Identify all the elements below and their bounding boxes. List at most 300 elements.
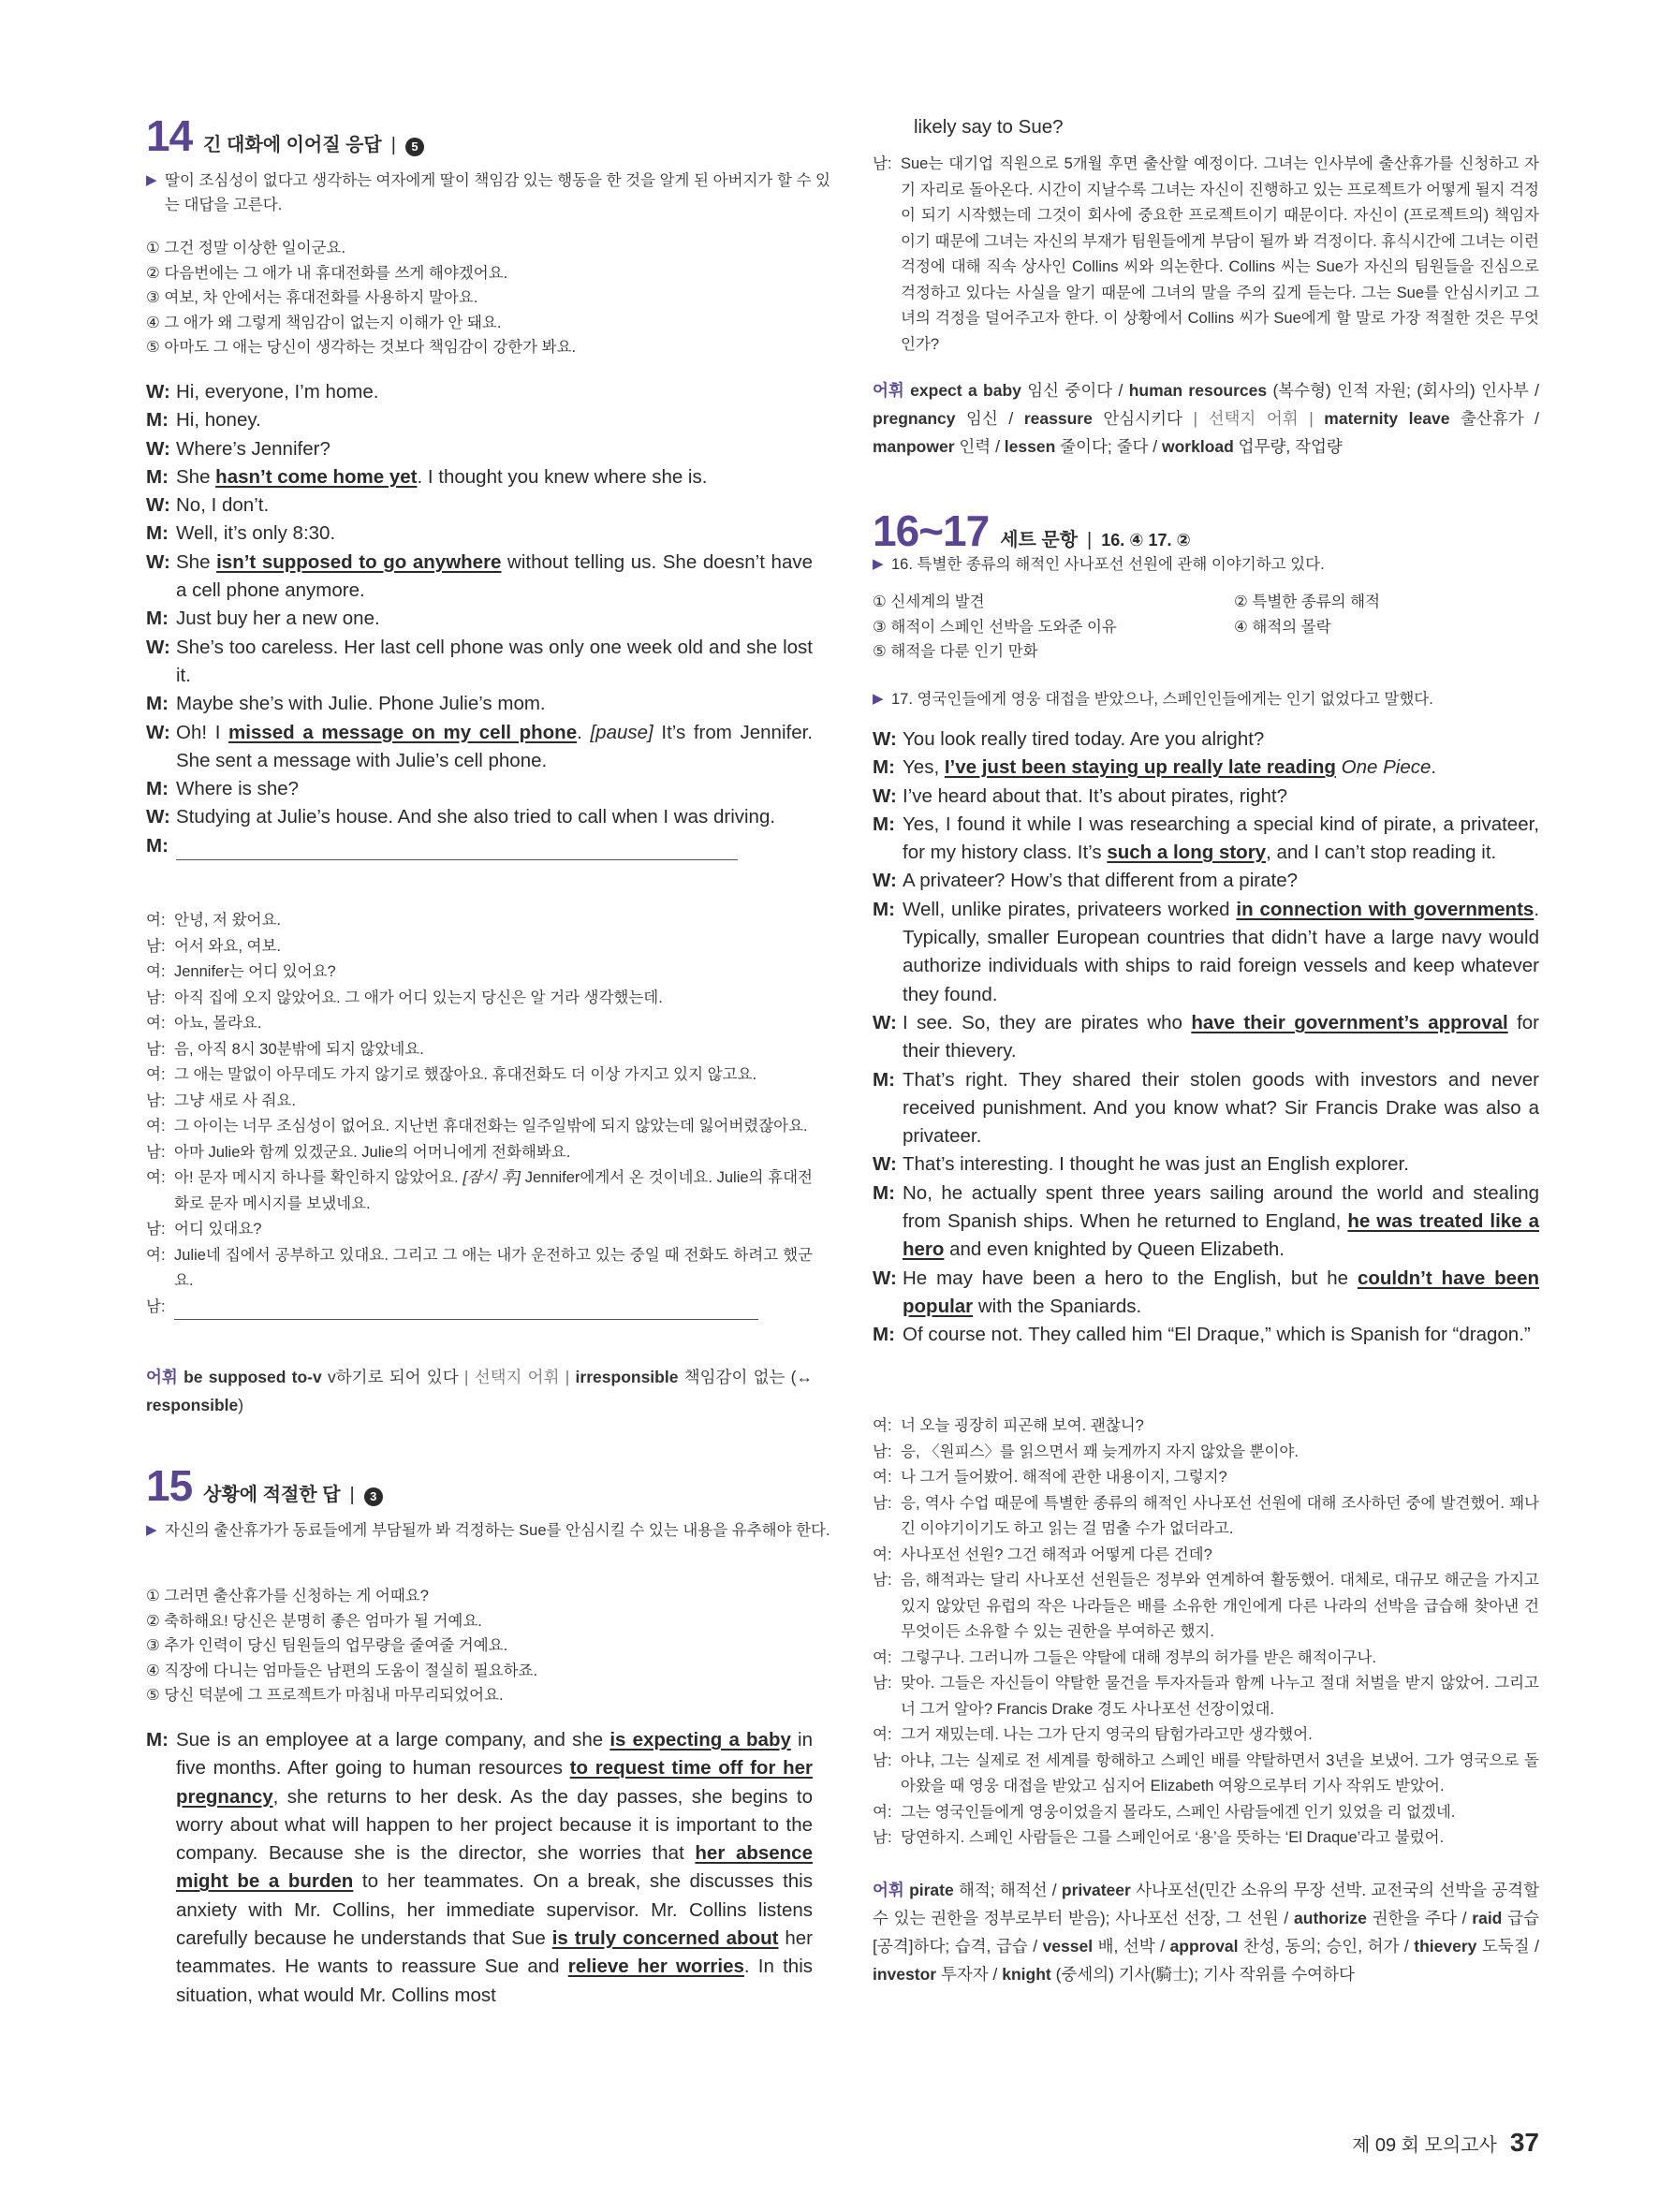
- q14-vocabulary: [146, 1363, 813, 1419]
- vocab-meaning: (중세의) 기사(騎士); 기사 작위를 수여하다: [1050, 1965, 1355, 1984]
- speaker-label: 여:: [873, 1545, 892, 1563]
- vocab-term: responsible: [146, 1396, 239, 1414]
- translation-line: [873, 1414, 1539, 1440]
- q15-number: 15: [146, 1461, 193, 1510]
- dialogue-line: [146, 605, 813, 633]
- speaker-label: 남:: [146, 1091, 166, 1109]
- q14-title: 긴 대화에 이어질 응답: [203, 135, 382, 155]
- q14-options: [146, 236, 813, 360]
- vocab-term: approval: [1169, 1937, 1239, 1956]
- italic-segment: [잠시 후]: [463, 1169, 521, 1186]
- vocab-term: expect a baby: [910, 381, 1021, 400]
- speaker-label: 여:: [146, 912, 166, 929]
- line-text: [174, 1062, 813, 1089]
- dialogue-line: [873, 783, 1539, 811]
- option-item: ④ 해적의 몰락: [1234, 618, 1331, 636]
- translation-line: [146, 986, 813, 1012]
- speaker-label: 남:: [873, 1494, 892, 1512]
- vocab-meaning: 도둑질 /: [1476, 1937, 1539, 1956]
- dialogue-line: [873, 754, 1539, 782]
- vocab-term: lessen: [1004, 437, 1056, 456]
- answer-blank: [176, 841, 738, 860]
- line-text: [176, 803, 813, 831]
- vocab-meaning: ): [238, 1396, 244, 1414]
- q14-answer-badge: 5: [405, 138, 424, 156]
- line-text: [174, 1011, 813, 1037]
- vocab-term: authorize: [1294, 1909, 1367, 1927]
- q16-options: [873, 590, 1539, 665]
- translation-line: [146, 1089, 813, 1115]
- line-text: [901, 1800, 1539, 1826]
- speaker-label: M:: [146, 834, 169, 857]
- vocabulary-label: 어휘: [146, 1368, 178, 1386]
- text-segment: 어서 와요, 여보.: [174, 937, 281, 955]
- translation-line: [146, 1243, 813, 1295]
- key-expression: he was treated like a hero: [903, 1210, 1539, 1261]
- line-text: [901, 1671, 1539, 1722]
- option-item: ① 그러면 출산휴가를 신청하는 게 어때요?: [146, 1588, 429, 1604]
- key-expression: have their government’s approval: [1191, 1011, 1508, 1033]
- text-segment: It’s from Jennifer. She sent a message with Julie’s cell phone.: [176, 721, 813, 771]
- vocab-term: maternity leave: [1313, 409, 1450, 428]
- translation-line: [873, 1722, 1539, 1749]
- speaker-label: 여:: [146, 963, 166, 980]
- speaker-label: W:: [873, 1153, 897, 1176]
- text-segment: 응, 역사 수업 때문에 특별한 종류의 해적인 사나포선 선원에 대해 조사하던 중에 발견했어. 꽤나 긴 이야기이기도 하고 읽는 걸 멈출 수가 없더라고.: [901, 1494, 1539, 1537]
- speaker-label: 남:: [146, 1040, 166, 1058]
- line-text: [903, 896, 1539, 1009]
- text-segment: 그 애는 말없이 아무데도 가지 않기로 했잖아요. 휴대전화도 더 이상 가지고 있지 않고요.: [174, 1066, 757, 1083]
- vocab-term: reassure: [1023, 409, 1093, 428]
- text-segment: in five months. After going to human resources: [176, 1729, 813, 1780]
- option-item: ⑤ 당신 덕분에 그 프로젝트가 마침내 마무리되었어요.: [146, 1687, 504, 1704]
- line-text: [176, 406, 813, 434]
- q17-description: ▶ 17. 영국인들에게 영웅 대접을 받았으나, 스페인인들에게는 인기 없었다고 말했다.: [873, 687, 1558, 711]
- vocab-meaning: | 선택지 어휘 |: [463, 1368, 570, 1386]
- option-item: ① 신세계의 발견: [873, 593, 985, 610]
- speaker-label: W:: [146, 437, 170, 460]
- translation-line: [146, 1011, 813, 1037]
- dialogue-line: [873, 1009, 1539, 1066]
- dialogue-line: [146, 719, 813, 776]
- dialogue-line: [146, 463, 813, 491]
- q15-monologue-text: [176, 1726, 813, 2010]
- translation-line: [873, 1543, 1539, 1569]
- q16-description: ▶ 16. 특별한 종류의 해적인 사나포선 선원에 관해 이야기하고 있다.: [873, 552, 1558, 577]
- speaker-label: M:: [873, 1068, 895, 1091]
- dialogue-line: [146, 775, 813, 803]
- line-text: [176, 491, 813, 520]
- q1617-vocabulary: [873, 1876, 1539, 1988]
- q15-vocabulary: [873, 376, 1539, 461]
- vocab-meaning: 사나포선(민간 소유의 무장 선박. 교전국의 선박을 공격할 수 있는 권한을 정부로부터 받음); 사나포선 선장, 그 선원 /: [873, 1881, 1539, 1927]
- vocab-meaning: 인력 /: [954, 437, 1005, 456]
- line-text: [174, 908, 813, 934]
- text-segment: , she returns to her desk. As the day passes, she begins to worry about what will happen to her project because it is important to the company. Because she is the director, she worries that: [176, 1785, 813, 1865]
- vocab-term: pirate: [909, 1881, 954, 1899]
- line-text: [176, 775, 813, 803]
- q15-header: 15 상황에 적절한 답 | 3: [146, 1460, 383, 1511]
- vocab-meaning: 권한을 주다 /: [1366, 1909, 1473, 1927]
- vocab-term: manpower: [873, 437, 955, 456]
- vocab-meaning: 해적; 해적선 /: [953, 1881, 1062, 1899]
- speaker-label: 남:: [146, 1143, 166, 1161]
- text-segment: 어디 있대요?: [174, 1221, 262, 1238]
- line-text: [901, 1440, 1539, 1466]
- speaker-label: 남:: [146, 937, 166, 955]
- text-segment: 너 오늘 굉장히 피곤해 보여. 괜찮니?: [901, 1417, 1144, 1434]
- speaker-label: 여:: [873, 1648, 892, 1666]
- line-text: [903, 1066, 1539, 1151]
- speaker-label: 남:: [873, 1572, 892, 1589]
- q15-title: 상황에 적절한 답: [203, 1485, 341, 1505]
- dialogue-line: [873, 1150, 1539, 1179]
- dialogue-line: [146, 378, 813, 406]
- dialogue-line: [146, 690, 813, 718]
- vocab-term: privateer: [1061, 1881, 1131, 1899]
- key-expression: such a long story: [1107, 842, 1267, 864]
- speaker-label: W:: [146, 636, 170, 658]
- q14-description: ▶ 딸이 조심성이 없다고 생각하는 여자에게 딸이 책임감 있는 행동을 한 것을 알게 된 아버지가 할 수 있는 대답을 고른다.: [146, 168, 831, 217]
- speaker-label: M:: [146, 608, 169, 630]
- text-segment: 나 그거 들어봤어. 해적에 관한 내용이지, 그렇지?: [901, 1469, 1227, 1486]
- vocabulary-label: 어휘: [873, 1881, 904, 1899]
- option-item: ③ 해적이 스페인 선박을 도와준 이유: [873, 618, 1117, 636]
- text-segment: 그렇구나. 그러니까 그들은 약탈에 대해 정부의 허가를 받은 해적이구나.: [901, 1648, 1377, 1666]
- line-text: [901, 1749, 1539, 1800]
- text-segment: That’s interesting. I thought he was just an English explorer.: [903, 1153, 1409, 1176]
- translation-line: [873, 1440, 1539, 1466]
- text-segment: her teammates. He wants to reassure Sue and: [176, 1927, 814, 1978]
- speaker-label: 남:: [146, 1297, 166, 1315]
- line-text: [174, 986, 813, 1012]
- vocab-meaning: v하기로 되어 있다: [321, 1368, 464, 1386]
- option-item: ② 특별한 종류의 해적: [1234, 593, 1381, 610]
- text-segment: Hi, everyone, I’m home.: [176, 381, 379, 403]
- translation-line: [146, 1217, 813, 1243]
- text-segment: I’ve heard about that. It’s about pirates, right?: [903, 784, 1288, 807]
- q15-answer-badge: 3: [364, 1487, 383, 1506]
- text-segment: You look really tired today. Are you alright?: [903, 728, 1265, 750]
- translation-line: [873, 1800, 1539, 1826]
- line-text: [901, 1825, 1539, 1852]
- translation-line: [873, 1749, 1539, 1800]
- text-segment: Just buy her a new one.: [176, 608, 380, 630]
- triangle-icon: ▶: [873, 691, 884, 707]
- speaker-label: W:: [873, 784, 897, 807]
- speaker-label: W:: [873, 870, 897, 892]
- key-expression: missed a message on my cell phone: [228, 721, 578, 743]
- translation-line: [146, 1140, 813, 1166]
- text-segment: with the Spaniards.: [973, 1295, 1142, 1317]
- translation-line: [873, 1465, 1539, 1491]
- option-item: ② 축하해요! 당신은 분명히 좋은 엄마가 될 거예요.: [146, 1612, 482, 1630]
- line-text: [176, 463, 813, 491]
- text-segment: Of course not. They called him “El Draque,” which is Spanish for “dragon.”: [903, 1324, 1531, 1346]
- line-text: [903, 725, 1539, 754]
- dialogue-line: [146, 520, 813, 548]
- option-item: ① 그건 정말 이상한 일이군요.: [146, 240, 346, 256]
- dialogue-line: [146, 491, 813, 520]
- line-text: [903, 811, 1539, 868]
- line-text: [901, 1543, 1539, 1569]
- line-text: [174, 1140, 813, 1166]
- q1617-dialogue: [873, 725, 1539, 1350]
- q1617-number: 16~17: [873, 506, 990, 555]
- speaker-label: 여:: [873, 1726, 892, 1743]
- translation-line: [873, 1491, 1539, 1543]
- key-expression: I’ve just been staying up really late reading: [944, 756, 1336, 779]
- translation-line: [873, 1671, 1539, 1722]
- line-text: [901, 1491, 1539, 1543]
- translation-line: [146, 1114, 813, 1140]
- speaker-label: 남:: [873, 1443, 892, 1460]
- speaker-label: 남:: [873, 1675, 892, 1692]
- line-text: [903, 867, 1539, 895]
- key-expression: hasn’t come home yet: [215, 465, 418, 488]
- vocab-meaning: 업무량, 작업량: [1233, 437, 1343, 456]
- speaker-label: 여:: [146, 1169, 166, 1186]
- translation-line: [146, 934, 813, 960]
- vocab-term: vessel: [1042, 1937, 1094, 1956]
- text-segment: 그 아이는 너무 조심성이 없어요. 지난번 휴대전화는 일주일밖에 되지 않았는데 잃어버렸잖아요.: [174, 1118, 808, 1135]
- speaker-label: 여:: [146, 1066, 166, 1083]
- q14-dialogue: [146, 378, 813, 860]
- vocab-meaning: 투자자 /: [936, 1965, 1003, 1984]
- line-text: [903, 1321, 1539, 1349]
- line-text: [903, 1179, 1539, 1265]
- q15-monologue-continued: likely say to Sue?: [914, 116, 1064, 138]
- dialogue-line: [146, 803, 813, 831]
- text-segment: Hi, honey.: [176, 409, 261, 432]
- option-item: ③ 추가 인력이 당신 팀원들의 업무량을 줄여줄 거예요.: [146, 1637, 508, 1654]
- translation-line: [146, 1295, 813, 1321]
- text-segment: . I thought you knew where she is.: [417, 465, 708, 488]
- vocab-term: thievery: [1414, 1937, 1477, 1956]
- text-segment: 응, 〈원피스〉를 읽으면서 꽤 늦게까지 자지 않았을 뿐이야.: [901, 1443, 1299, 1460]
- vocab-meaning: (복수형) 인적 자원; (회사의) 인사부 /: [1267, 381, 1539, 400]
- line-text: [903, 783, 1539, 811]
- speaker-label: 여:: [873, 1803, 892, 1821]
- text-segment: She’s too careless. Her last cell phone was only one week old and she lost it.: [176, 636, 813, 686]
- key-expression: relieve her worries: [567, 1956, 744, 1978]
- text-segment: Where is she?: [176, 778, 300, 800]
- dialogue-line: [873, 1066, 1539, 1151]
- text-segment: A privateer? How’s that different from a pirate?: [903, 870, 1298, 892]
- vocab-term: human resources: [1128, 381, 1268, 400]
- speaker-label: 여:: [873, 1417, 892, 1434]
- vocabulary-label: 어휘: [873, 381, 904, 400]
- speaker-label: 남:: [146, 989, 166, 1006]
- speaker-label: M:: [146, 465, 169, 488]
- translation-line: [873, 1646, 1539, 1672]
- text-segment: Studying at Julie’s house. And she also tried to call when I was driving.: [176, 806, 776, 828]
- speaker-label: M:: [146, 1729, 169, 1751]
- vocab-term: irresponsible: [569, 1368, 679, 1386]
- dialogue-line: [873, 1179, 1539, 1265]
- speaker-label: 여:: [146, 1246, 166, 1264]
- dialogue-line: [873, 896, 1539, 1009]
- line-text: [174, 960, 813, 986]
- speaker-label: 여:: [873, 1469, 892, 1486]
- line-text: [903, 1150, 1539, 1179]
- line-text: [174, 934, 813, 960]
- option-item: ⑤ 아마도 그 애는 당신이 생각하는 것보다 책임감이 강한가 봐요.: [146, 339, 577, 356]
- vocab-meaning: 출산휴가 /: [1449, 409, 1540, 428]
- speaker-label: 여:: [146, 1118, 166, 1135]
- key-expression: is truly concerned about: [551, 1927, 779, 1950]
- q14-translation: [146, 908, 813, 1320]
- text-segment: Well, it’s only 8:30.: [176, 522, 336, 545]
- vocab-meaning: 책임감이 없는 (↔: [678, 1368, 814, 1386]
- line-text: [176, 435, 813, 463]
- line-text: [174, 1165, 813, 1217]
- option-item: ② 다음번에는 그 애가 내 휴대전화를 쓰게 해야겠어요.: [146, 264, 508, 282]
- text-segment: No, I don’t.: [176, 494, 270, 517]
- speaker-label: 남:: [873, 1829, 892, 1846]
- text-segment: Oh! I: [176, 721, 229, 743]
- italic-segment: [pause]: [590, 721, 653, 743]
- text-segment: Sue is an employee at a large company, and she: [176, 1729, 610, 1751]
- speaker-label: M:: [873, 813, 895, 835]
- text-segment: 아뇨, 몰라요.: [174, 1015, 262, 1032]
- italic-segment: One Piece: [1341, 756, 1432, 779]
- dialogue-line: [873, 867, 1539, 895]
- line-text: [901, 1465, 1539, 1491]
- text-segment: for their thievery.: [903, 1011, 1539, 1062]
- line-text: [174, 1217, 813, 1243]
- option-item: ⑤ 해적을 다룬 인기 만화: [873, 643, 1038, 660]
- text-segment: 사나포선 선원? 그건 해적과 어떻게 다른 건데?: [901, 1545, 1212, 1563]
- translation-line: [873, 1825, 1539, 1852]
- translation-line: [146, 1165, 813, 1217]
- vocab-term: be supposed to-v: [184, 1368, 322, 1386]
- vocab-meaning: | 선택지 어휘 |: [1193, 409, 1314, 428]
- line-text: [174, 1089, 813, 1115]
- line-text: [903, 1009, 1539, 1066]
- speaker-label: W:: [146, 494, 170, 517]
- vocab-meaning: 급습[공격]하다; 습격, 급습 /: [873, 1909, 1539, 1956]
- speaker-label: M:: [873, 756, 895, 779]
- translation-line: [146, 908, 813, 934]
- speaker-label: W:: [873, 1011, 897, 1033]
- key-expression: couldn’t have been popular: [903, 1267, 1539, 1317]
- speaker-label: W:: [146, 550, 170, 573]
- q15-description: ▶ 자신의 출산휴가가 동료들에게 부담될까 봐 걱정하는 Sue를 안심시킬 수 있는 내용을 유추해야 한다.: [146, 1518, 831, 1543]
- speaker-label: M:: [873, 1324, 895, 1346]
- line-text: [176, 634, 813, 691]
- vocab-term: raid: [1472, 1909, 1503, 1927]
- text-segment: 음, 아직 8시 30분밖에 되지 않았네요.: [174, 1040, 424, 1058]
- q1617-answers: 16. ④ 17. ②: [1101, 531, 1191, 549]
- speaker-label: W:: [146, 806, 170, 828]
- line-text: [176, 549, 813, 606]
- triangle-icon: ▶: [873, 556, 884, 572]
- text-segment: He may have been a hero to the English, but he: [903, 1267, 1358, 1289]
- text-segment: , and I can’t stop reading it.: [1266, 842, 1497, 864]
- text-segment: Yes, I found it while I was researching a special kind of pirate, a privateer, for my history class. It’s: [903, 813, 1539, 864]
- text-segment: Well, unlike pirates, privateers worked: [903, 898, 1237, 920]
- text-segment: without telling us. She doesn’t have a cell phone anymore.: [176, 550, 813, 602]
- text-segment: She: [176, 465, 216, 488]
- text-segment: .: [577, 721, 591, 743]
- speaker-label: M:: [146, 778, 169, 800]
- vocab-meaning: 안심시키다: [1092, 409, 1194, 428]
- q15-options: [146, 1584, 813, 1708]
- footer-label: 제 09 회 모의고사: [1352, 2135, 1497, 2156]
- vocab-term: investor: [873, 1965, 937, 1984]
- text-segment: and even knighted by Queen Elizabeth.: [944, 1238, 1285, 1261]
- text-segment: to her teammates. On a break, she discusses this anxiety with Mr. Collins, her immediate supervisor. Mr. Collins listens carefully because he understands that Sue: [176, 1870, 813, 1950]
- speaker-label: W:: [873, 1267, 897, 1289]
- line-text: [903, 1265, 1539, 1322]
- dialogue-line: [873, 725, 1539, 754]
- line-text: [176, 690, 813, 718]
- line-text: [901, 1722, 1539, 1749]
- dialogue-line: [146, 435, 813, 463]
- text-segment: Maybe she’s with Julie. Phone Julie’s mom.: [176, 693, 546, 715]
- text-segment: 음, 해적과는 달리 사나포선 선원들은 정부와 연계하여 활동했어. 대체로, 대규모 해군을 가지고 있지 않았던 유럽의 작은 나라들은 배를 소유한 개인에게 다른 나라의 선박을 급습해 찾아낸 건 무엇이든 소유할 수 있는 권한을 부여하곤 했지.: [901, 1572, 1539, 1640]
- key-expression: to request time off for her pregnancy: [176, 1757, 814, 1808]
- text-segment: 그거 재밌는데. 나는 그가 단지 영국의 탐험가라고만 생각했어.: [901, 1726, 1313, 1743]
- option-item: ④ 그 애가 왜 그렇게 책임감이 없는지 이해가 안 돼요.: [146, 314, 502, 331]
- page-number: 37: [1509, 2128, 1539, 2157]
- text-segment: 그는 영국인들에게 영웅이었을지 몰라도, 스페인 사람들에겐 인기 있었을 리 없겠네.: [901, 1803, 1456, 1821]
- translation-line: [873, 1568, 1539, 1646]
- text-segment: 아냐, 그는 실제로 전 세계를 항해하고 스페인 배를 약탈하면서 3년을 보냈어. 그가 영국으로 돌아왔을 때 영웅 대접을 받았고 심지어 Elizabeth 여왕으로부터 기사 작위도 받았어.: [901, 1751, 1539, 1795]
- translation-line: [146, 1062, 813, 1089]
- dialogue-line: [146, 634, 813, 691]
- q1617-title: 세트 문항: [1000, 530, 1079, 550]
- q14-header: 14 긴 대화에 이어질 응답 | 5: [146, 110, 424, 161]
- triangle-icon: ▶: [146, 1522, 157, 1538]
- q14-number: 14: [146, 111, 193, 160]
- line-text: [176, 520, 813, 548]
- text-segment: That’s right. They shared their stolen goods with investors and never received punishment. And you know what? Sir Francis Drake was also a privateer.: [903, 1068, 1539, 1148]
- line-text: [176, 719, 813, 776]
- dialogue-line: [873, 1265, 1539, 1322]
- vocab-term: pregnancy: [873, 409, 956, 428]
- text-segment: No, he actually spent three years sailing around the world and stealing from Spanish ships. When he returned to England,: [903, 1181, 1539, 1233]
- text-segment: Yes,: [903, 756, 945, 779]
- q15-monologue: [146, 1726, 813, 2010]
- key-expression: her absence might be a burden: [176, 1842, 813, 1893]
- key-expression: isn’t supposed to go anywhere: [216, 550, 502, 573]
- line-text: [176, 605, 813, 633]
- dialogue-line: [146, 549, 813, 606]
- page-footer: [1352, 2128, 1539, 2158]
- speaker-label: M:: [146, 522, 169, 545]
- speaker-label: 남:: [146, 1221, 166, 1238]
- line-text: [903, 754, 1539, 782]
- dialogue-line: [146, 406, 813, 434]
- speaker-label: W:: [146, 381, 170, 403]
- speaker-label: M:: [873, 898, 895, 920]
- speaker-label: W:: [146, 721, 170, 743]
- text-segment: .: [1431, 756, 1437, 779]
- line-text: [176, 832, 813, 860]
- dialogue-line: [873, 811, 1539, 868]
- speaker-label: M:: [873, 1181, 895, 1204]
- speaker-label: 여:: [146, 1015, 166, 1032]
- q1617-header: 16~17 세트 문항 | 16. ④ 17. ②: [873, 506, 1191, 555]
- text-segment: She: [176, 550, 217, 573]
- vocab-term: workload: [1161, 437, 1234, 456]
- text-segment: 맞아. 그들은 자신들이 약탈한 물건을 투자자들과 함께 나누고 절대 처벌을 받지 않았어. 그리고 너 그거 알아? Francis Drake 경도 사나포선 선장이었대.: [901, 1675, 1539, 1718]
- line-text: [901, 1414, 1539, 1440]
- line-text: [174, 1295, 813, 1321]
- text-segment: . In this situation, what would Mr. Collins most: [176, 1956, 813, 2006]
